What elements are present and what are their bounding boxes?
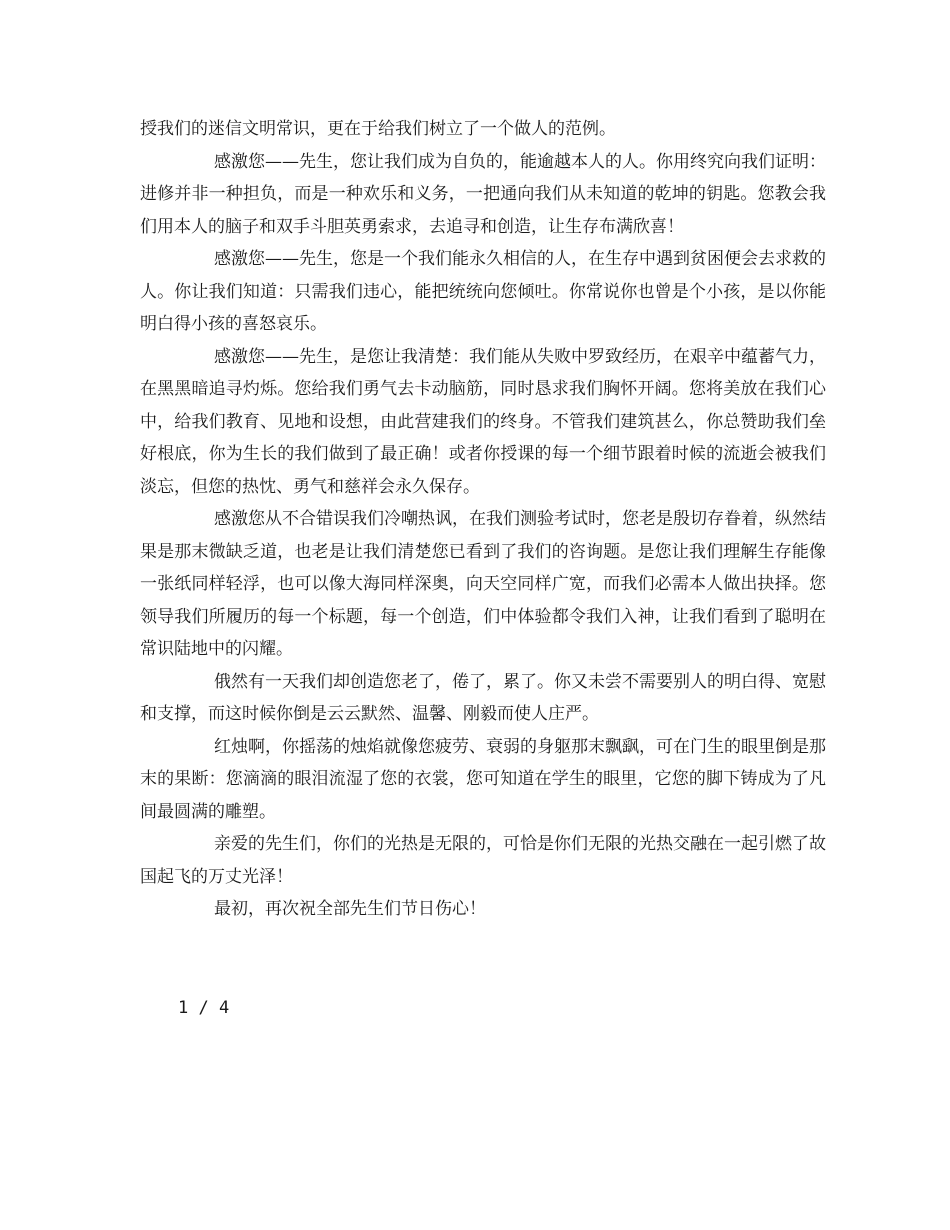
paragraph-9: 最初，再次祝全部先生们节日伤心！ xyxy=(214,899,486,919)
paragraph-6: 俄然有一天我们却创造您老了，倦了，累了。你又未尝不需要别人的明白得、宽慰和支撑，而这时候你倒是云云默然、温馨、刚毅而使人庄严。 xyxy=(140,671,826,724)
paragraph-7: 红烛啊，你摇荡的烛焰就像您疲劳、衰弱的身躯那末飘飖，可在门生的眼里倒是那末的果断：您滴滴的眼泪流湿了您的衣裳，您可知道在学生的眼里，它您的脚下铸成为了凡间最圆满的雕塑。 xyxy=(140,736,826,822)
paragraph-2: 感激您——先生，您让我们成为自负的，能逾越本人的人。你用终究向我们证明：进修并非一种担负，而是一种欢乐和义务，一把通向我们从未知道的乾坤的钥匙。您教会我们用本人的脑子和双手斗胆英勇索求，去追寻和创造，让生存布满欣喜！ xyxy=(140,151,826,237)
paragraph-1: 授我们的迷信文明常识，更在于给我们树立了一个做人的范例。 xyxy=(140,119,616,139)
paragraph-3: 感激您——先生，您是一个我们能永久相信的人，在生存中遇到贫困便会去求救的人。你让我们知道：只需我们违心，能把统统向您倾吐。你常说你也曾是个小孩，是以你能明白得小孩的喜怒哀乐。 xyxy=(140,249,826,334)
paragraph-5: 感激您从不合错误我们冷嘲热讽，在我们测验考试时，您老是殷切存眷着，纵然结果是那末微缺乏道，也老是让我们清楚您已看到了我们的咨询题。是您让我们理解生存能像一张纸同样轻浮，也可以像大海同样深奥，向天空同样广宽，而我们必需本人做出抉择。您领导我们所履历的每一个标题，每一个创造，们中体验都令我们入神，让我们看到了聪明在常识陆地中的闪耀。 xyxy=(140,509,826,659)
document-body xyxy=(140,113,826,926)
paragraph-8: 亲爱的先生们，你们的光热是无限的，可恰是你们无限的光热交融在一起引燃了故国起飞的万丈光泽！ xyxy=(140,834,826,887)
page-number: 1 / 4 xyxy=(178,998,230,1018)
paragraph-4: 感激您——先生，是您让我清楚：我们能从失败中罗致经历，在艰辛中蕴蓄气力，在黑黑暗追寻灼烁。您给我们勇气去卡动脑筋，同时恳求我们胸怀开阔。您将美放在我们心中，给我们教育、见地和设想，由此营建我们的终身。不管我们建筑甚么，你总赞助我们垒好根底，你为生长的我们做到了最正确！或者你授课的每一个细节跟着时候的流逝会被我们淡忘，但您的热忱、勇气和慈祥会永久保存。 xyxy=(140,346,826,497)
